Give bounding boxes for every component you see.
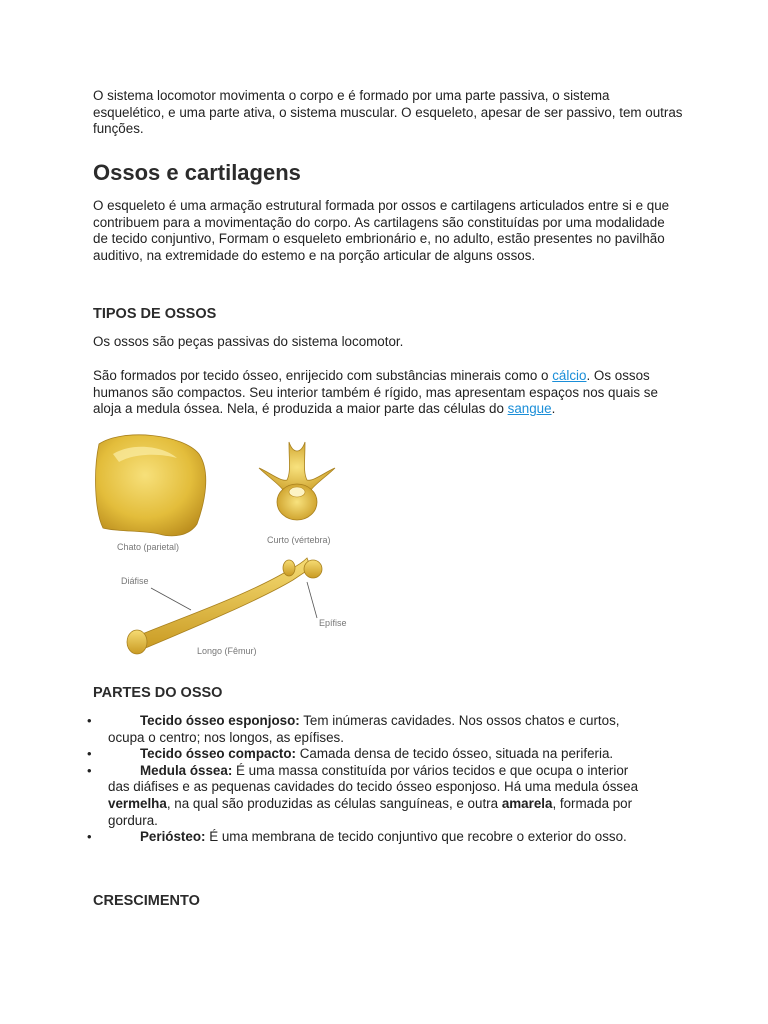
term-medula: Medula óssea: — [140, 762, 233, 778]
medula-amarela: amarela — [501, 795, 553, 811]
partes-list — [93, 713, 653, 846]
epifise-pointer — [307, 582, 317, 618]
short-bone-vertebra — [259, 442, 335, 520]
caption-curto: Curto (vértebra) — [267, 535, 331, 545]
tipos-paragraph-2 — [93, 368, 683, 418]
desc-medula-a: É uma massa constituída por vários tecidos e que ocupa o interior das diáfises e as pequenas cavidades do tecido ósseo esponjoso. Há uma medula óssea — [108, 762, 639, 795]
calcio-link[interactable]: cálcio — [552, 368, 587, 383]
tipos-p2-text-b: . Os ossos humanos são compactos. Seu interior também é rígido, mas apresentam espaços nos quais se aloja a medula óssea. Nela, é produzida a maior parte das células do — [93, 368, 658, 417]
desc-medula-c: , formada por gordura. — [108, 795, 633, 828]
intro-paragraph: O sistema locomotor movimenta o corpo e é formado por uma parte passiva, o sistema esquelético, e uma parte ativa, o sistema muscular. O esqueleto, apesar de ser passivo, tem outras funções. — [93, 88, 683, 137]
bone-types-illustration — [93, 432, 363, 660]
list-item — [93, 829, 653, 846]
tipos-paragraph-1: Os ossos são peças passivas do sistema locomotor. — [93, 334, 404, 349]
crescimento-heading: CRESCIMENTO — [93, 893, 200, 909]
long-bone-femur — [127, 558, 322, 654]
list-item — [93, 746, 653, 763]
tipos-de-ossos-heading: TIPOS DE OSSOS — [93, 306, 217, 322]
ossos-cartilagens-paragraph: O esqueleto é uma armação estrutural formada por ossos e cartilagens articulados entre si e que contribuem para a movimentação do corpo. As cartilagens são constituídas por uma modalidade de tecido conjuntivo, Formam o esqueleto embrionário e, no adulto, estão presentes no pavilhão auditivo, na extremidade do estemo e na porção articular de alguns ossos. — [93, 198, 670, 263]
partes-do-osso-heading: PARTES DO OSSO — [93, 685, 223, 701]
list-item — [93, 763, 653, 829]
desc-periosteo: É uma membrana de tecido conjuntivo que recobre o exterior do osso. — [205, 829, 627, 845]
caption-epifise: Epífise — [319, 618, 347, 628]
term-esponjoso: Tecido ósseo esponjoso: — [140, 713, 300, 728]
caption-chato: Chato (parietal) — [117, 542, 180, 552]
medula-vermelha: vermelha — [108, 795, 167, 811]
caption-diafise: Diáfise — [121, 576, 149, 586]
diafise-pointer — [151, 588, 191, 610]
bone-types-figure — [93, 432, 363, 660]
desc-compacto: Camada densa de tecido ósseo, situada na periferia. — [296, 746, 614, 762]
desc-medula-b: , na qual são produzidas as células sanguíneas, e outra — [166, 795, 502, 811]
list-item — [93, 713, 653, 746]
caption-longo: Longo (Fêmur) — [197, 646, 257, 656]
section-heading-ossos-cartilagens: Ossos e cartilagens — [93, 160, 301, 185]
tipos-p2-text-c: . — [551, 401, 556, 417]
desc-esponjoso: Tem inúmeras cavidades. Nos ossos chatos e curtos, ocupa o centro; nos longos, as epífises. — [108, 713, 620, 745]
sangue-link[interactable]: sangue — [507, 401, 552, 417]
term-compacto: Tecido ósseo compacto: — [140, 746, 297, 762]
term-periosteo: Periósteo: — [140, 829, 206, 845]
tipos-p2-text-a: São formados por tecido ósseo, enrijecido com substâncias minerais como o — [93, 368, 553, 383]
